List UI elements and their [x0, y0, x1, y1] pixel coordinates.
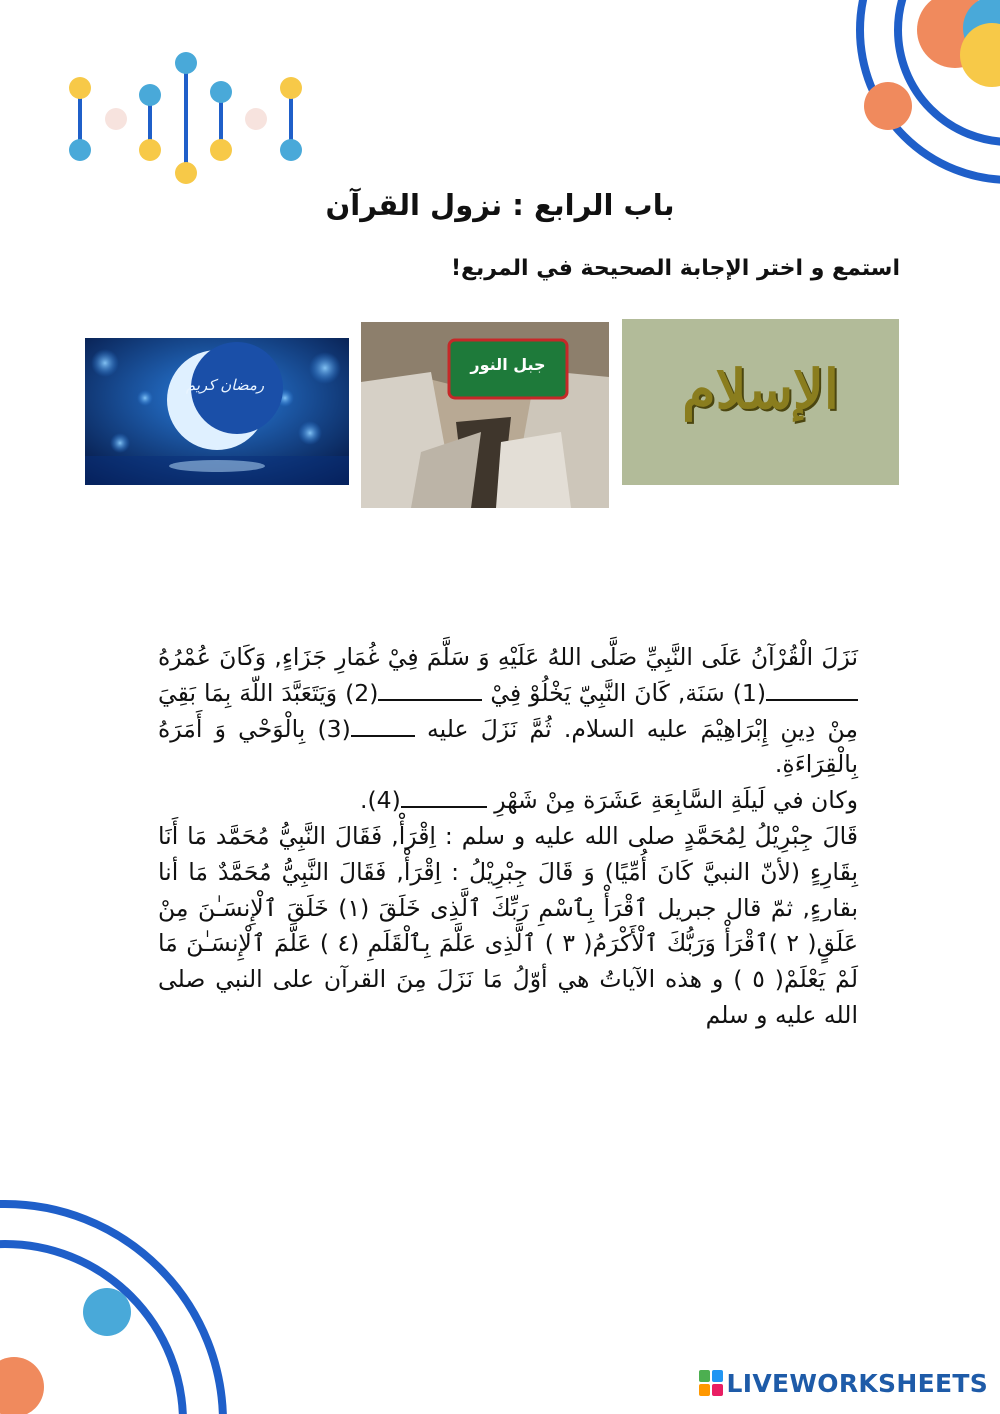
- answer-blank-1[interactable]: [766, 683, 858, 701]
- passage-text: [158, 640, 858, 1034]
- passage-segment: نَزَلَ الْقُرْآنُ عَلَى النَّبِيِّ صَلَّى اللهُ عَلَيْهِ وَ سَلَّمَ فِيْ غُمَارِ جَزَاءٍ, وَكَانَ عُمْرُهُ: [158, 643, 858, 671]
- passage-segment: (3) بِالْوَحْي وَ أَمَرَهُ بِالْقِرَاءَةِ.: [158, 714, 858, 779]
- deco-pink-dot: [245, 108, 267, 130]
- ramadan-crescent-image: [85, 338, 349, 485]
- passage-paragraph-3: قَالَ جِبْرِيْلُ لِمُحَمَّدٍ صلى الله عليه و سلم : اِقْرَأْ, فَقَالَ النَّبِيُّ مُحَمَّد مَا أَنَا بِقَارِءٍ (لأنّ النبيَّ كَانَ أُمِّيًا) وَ قَالَ جِبْرِيْلُ : اِقْرَأْ, فَقَالَ النَّبِيُّ مُحَمَّدٌ مَا أنا بقارءٍ, ثمّ قال جبريل ٱقْرَأْ بِٱسْمِ رَبِّكَ ٱلَّذِى خَلَقَ (١) خَلَقَ ٱلْإِنسَـٰنَ مِنْ عَلَقٍ( ٢ )ٱقْرَأْ وَرَبُّكَ ٱلْأَكْرَمُ( ٣ ) ٱلَّذِى عَلَّمَ بِٱلْقَلَمِ (٤ ) عَلَّمَ ٱلْإِنسَـٰنَ مَا لَمْ يَعْلَمْ( ٥ ) و هذه الآياتُ هي أوّلُ مَا نَزَلَ مِنَ القرآن على النبي صلى الله عليه و سلم: [158, 821, 858, 1029]
- deco-yellow-dot: [175, 162, 197, 184]
- cave-sign-text: جبل النور: [470, 355, 546, 374]
- passage-segment: وكان في لَيلَةِ السَّابِعَةِ عَشَرَة مِنْ شَهْرِ: [486, 786, 858, 815]
- deco-pink-dot: [105, 108, 127, 130]
- cave-hira-image: [361, 322, 609, 508]
- passage-paragraph-2: [158, 783, 858, 819]
- deco-teal-circle: [83, 1288, 131, 1336]
- decorative-rings-bottom-left: [0, 1190, 230, 1414]
- deco-yellow-dot: [280, 77, 302, 99]
- decorative-dots-top-left: [60, 48, 310, 193]
- passage-paragraph-1: [158, 640, 858, 783]
- passage-segment: (2) وَيَتَعَبَّدَ اللّهَ بِمَا بَقِيَ مِنْ دِينِ إِبْرَاهِيْمَ عليه السلام. ثُمَّ نَزَلَ عليه: [158, 678, 859, 743]
- passage-segment: (4).: [360, 786, 401, 815]
- islam-calligraphy-text: الإسلام: [682, 357, 839, 421]
- passage-segment: (1) سَنَة, كَانَ النَّبِيّ يَخْلُوْ فِيْ: [482, 678, 766, 707]
- deco-orange-circle: [864, 82, 912, 130]
- deco-teal-dot: [210, 81, 232, 103]
- deco-yellow-dot: [210, 139, 232, 161]
- liveworksheets-brand-text[interactable]: LIVEWORKSHEETS: [726, 1368, 988, 1398]
- deco-teal-dot: [280, 139, 302, 161]
- deco-orange-circle: [0, 1357, 44, 1414]
- islam-calligraphy-image: [622, 319, 899, 485]
- liveworksheets-logo: [699, 1366, 988, 1400]
- liveworksheets-logo-icon: [699, 1370, 723, 1396]
- worksheet-title: باب الرابع : نزول القرآن: [325, 188, 675, 222]
- deco-teal-dot: [69, 139, 91, 161]
- answer-blank-2[interactable]: [378, 683, 482, 701]
- answer-blank-4[interactable]: [401, 790, 487, 808]
- worksheet-instruction: استمع و اختر الإجابة الصحيحة في المربع!: [450, 256, 900, 281]
- ramadan-caption: رمضان كريم: [185, 376, 265, 394]
- deco-yellow-dot: [69, 77, 91, 99]
- deco-yellow-dot: [139, 139, 161, 161]
- deco-teal-dot: [175, 52, 197, 74]
- deco-teal-dot: [139, 84, 161, 106]
- answer-blank-3[interactable]: [351, 719, 415, 737]
